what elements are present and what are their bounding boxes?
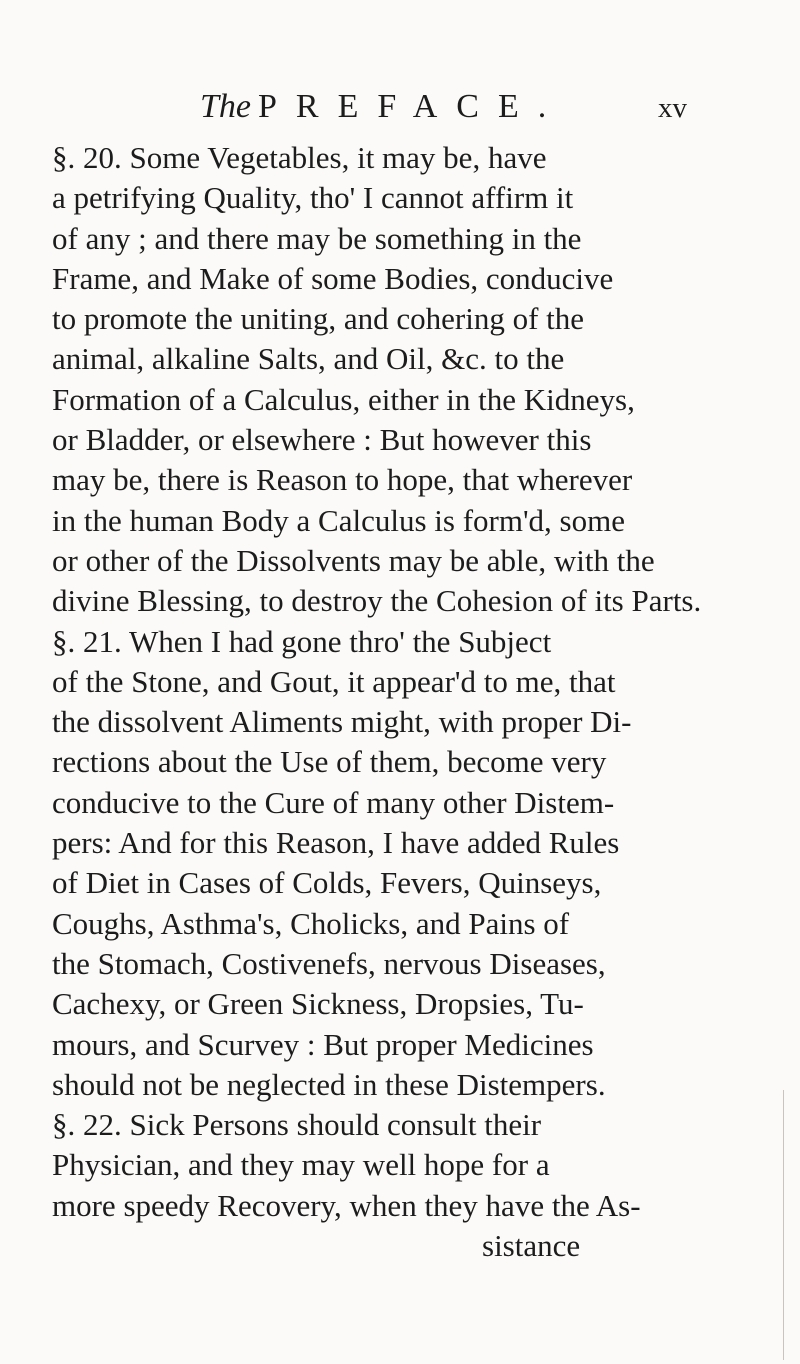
text-line: Physician, and they may well hope for a bbox=[52, 1147, 550, 1183]
running-head bbox=[0, 82, 800, 132]
text-line: §. 22. Sick Persons should consult their bbox=[52, 1107, 542, 1143]
text-line: may be, there is Reason to hope, that wherever bbox=[52, 462, 633, 498]
text-line: the dissolvent Aliments might, with proper Di- bbox=[52, 704, 632, 740]
text-line: Frame, and Make of some Bodies, conducive bbox=[52, 260, 614, 296]
text-line: conducive to the Cure of many other Distem- bbox=[52, 784, 615, 820]
page-edge-line bbox=[783, 1090, 784, 1360]
catchword: sistance bbox=[482, 1228, 581, 1264]
text-line: animal, alkaline Salts, and Oil, &c. to the bbox=[52, 341, 565, 377]
text-line: of any ; and there may be something in the bbox=[52, 220, 582, 256]
text-line: divine Blessing, to destroy the Cohesion of its Parts. bbox=[52, 583, 702, 619]
text-line: §. 20. Some Vegetables, it may be, have bbox=[52, 140, 547, 175]
page-number: xv bbox=[658, 92, 687, 124]
text-line: should not be neglected in these Distempers. bbox=[52, 1066, 606, 1102]
text-line: to promote the uniting, and cohering of the bbox=[52, 301, 585, 337]
text-line: Formation of a Calculus, either in the Kidneys, bbox=[52, 381, 635, 417]
text-line: rections about the Use of them, become very bbox=[52, 744, 607, 780]
text-line: Cachexy, or Green Sickness, Dropsies, Tu- bbox=[52, 986, 584, 1022]
text-line: or Bladder, or elsewhere : But however this bbox=[52, 422, 592, 458]
text-line: mours, and Scurvey : But proper Medicines bbox=[52, 1026, 594, 1062]
text-line: of Diet in Cases of Colds, Fevers, Quinseys, bbox=[52, 865, 602, 901]
body-text bbox=[52, 138, 734, 1266]
running-head-title: PREFACE. bbox=[258, 88, 566, 125]
text-line: of the Stone, and Gout, it appear'd to me, that bbox=[52, 663, 616, 699]
running-head-the: The bbox=[200, 88, 251, 125]
text-line: Coughs, Asthma's, Cholicks, and Pains of bbox=[52, 905, 570, 941]
text-line: or other of the Dissolvents may be able, with the bbox=[52, 542, 655, 578]
text-line: more speedy Recovery, when they have the As- bbox=[52, 1187, 641, 1223]
text-line: the Stomach, Costivenefs, nervous Diseases, bbox=[52, 945, 606, 981]
text-line: pers: And for this Reason, I have added Rules bbox=[52, 825, 620, 861]
text-line: a petrifying Quality, tho' I cannot affirm it bbox=[52, 180, 574, 216]
text-line: §. 21. When I had gone thro' the Subject bbox=[52, 623, 552, 659]
text-line: in the human Body a Calculus is form'd, some bbox=[52, 502, 625, 538]
